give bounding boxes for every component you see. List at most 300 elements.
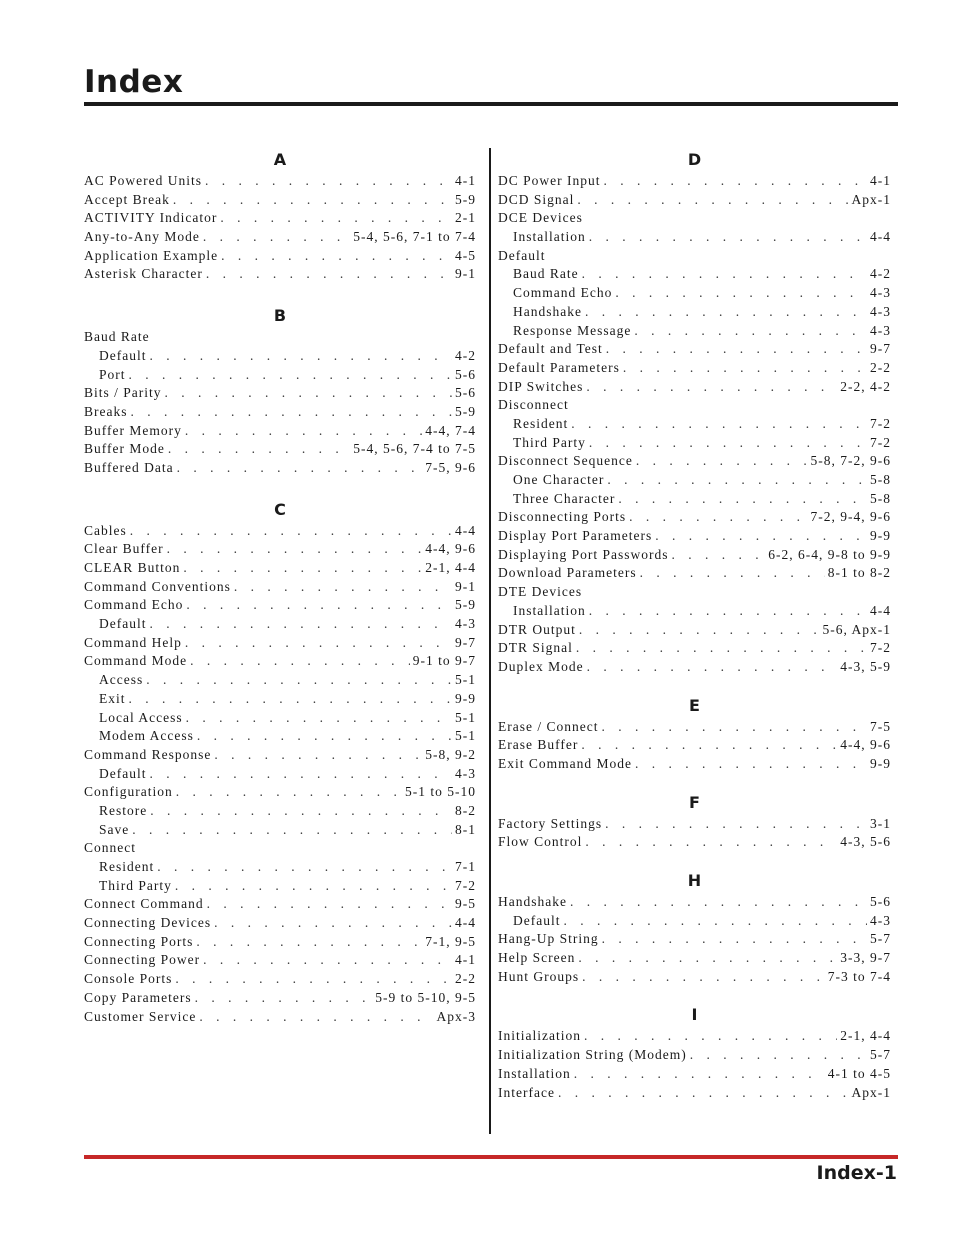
entry-term: Help Screen [498, 950, 576, 966]
dot-leader [149, 765, 452, 784]
index-column-right [498, 148, 891, 1119]
entry-pages: 5-9 to 5-10, 9-5 [375, 989, 476, 1005]
entry-pages: 7-2 [870, 640, 891, 656]
entry-term: Factory Settings [498, 815, 603, 831]
entry-pages: 5-1 to 5-10 [405, 784, 476, 800]
index-entry [498, 755, 891, 774]
entry-pages: 4-3 [455, 616, 476, 632]
entry-term: Hunt Groups [498, 968, 580, 984]
dot-leader [584, 1027, 837, 1046]
index-subentry [498, 228, 891, 247]
entry-term: Handshake [513, 303, 582, 319]
entry-term: Interface [498, 1084, 555, 1100]
index-subentry [498, 602, 891, 621]
entry-pages: 5-8 [870, 472, 891, 487]
dot-leader [132, 821, 452, 840]
entry-term: Display Port Parameters [498, 528, 653, 544]
section-letter: C [274, 499, 286, 519]
entry-pages: 7-2 [455, 877, 476, 893]
entry-term: Erase Buffer [498, 737, 579, 753]
entry-term: Response Message [513, 322, 632, 338]
dot-leader [203, 951, 452, 970]
index-subentry [498, 284, 891, 303]
dot-leader [165, 384, 452, 403]
entry-term: Default [99, 347, 147, 363]
entry-term: Copy Parameters [84, 989, 192, 1005]
entry-term: CLEAR Button [84, 560, 181, 575]
dot-leader [234, 578, 452, 597]
dot-leader [186, 709, 452, 728]
entry-pages: Apx-3 [436, 1008, 476, 1024]
dot-leader [690, 1046, 867, 1065]
entry-pages: 4-4, 7-4 [425, 422, 476, 438]
entry-term: DIP Switches [498, 378, 584, 394]
section-letter: H [687, 871, 702, 890]
entry-term: Third Party [513, 434, 586, 450]
dot-leader [176, 783, 402, 802]
index-subentry [84, 858, 476, 877]
index-entry [84, 191, 476, 210]
entry-term: Accept Break [84, 191, 170, 207]
entry-term: DCE Devices [498, 210, 583, 226]
index-section-h [498, 869, 891, 986]
dot-leader [581, 736, 837, 755]
entry-pages: 6-2, 6-4, 9-8 to 9-9 [768, 546, 891, 562]
entry-pages: 4-4 [870, 602, 891, 618]
entry-pages: 2-2 [870, 359, 891, 375]
entry-term: Buffer Mode [84, 441, 165, 457]
section-letter: D [687, 150, 702, 169]
entry-term: Initialization [498, 1028, 581, 1044]
entry-pages: 5-7 [870, 1047, 891, 1063]
index-entry [84, 403, 476, 422]
index-entry [498, 191, 891, 210]
index-entry [498, 209, 891, 228]
entry-pages: 3-1 [870, 815, 891, 831]
section-letter: A [273, 150, 287, 169]
page-title: Index [84, 64, 184, 100]
dot-leader [220, 209, 452, 228]
entry-term: Default [99, 616, 147, 632]
entry-term: Command Echo [513, 285, 613, 301]
entry-pages: 4-2 [870, 266, 891, 282]
entry-pages: 5-1 [455, 709, 476, 725]
index-entry [84, 839, 476, 858]
entry-pages: 9-9 [455, 690, 476, 706]
dot-leader [150, 802, 452, 821]
index-entry [84, 384, 476, 403]
entry-pages: 5-9 [455, 597, 476, 613]
entry-pages: 5-4, 5-6, 7-4 to 7-5 [353, 441, 476, 457]
entry-pages: 7-2, 9-4, 9-6 [810, 509, 891, 525]
index-entry [498, 1065, 891, 1084]
dot-leader [587, 658, 838, 677]
entry-pages: 5-4, 5-6, 7-1 to 7-4 [353, 229, 476, 245]
entry-pages: 2-1 [455, 210, 476, 226]
dot-leader [149, 615, 452, 634]
entry-pages: 5-8, 7-2, 9-6 [810, 453, 891, 469]
dot-leader [558, 1084, 849, 1103]
dot-leader [655, 527, 867, 546]
index-subentry [84, 727, 476, 746]
dot-leader [183, 559, 422, 578]
index-subentry [498, 471, 891, 490]
index-entry [84, 914, 476, 933]
index-entry [498, 546, 891, 565]
entry-term: Connect [84, 840, 136, 856]
index-entry [84, 895, 476, 914]
dot-leader [207, 895, 452, 914]
dot-leader [602, 930, 867, 949]
entry-term: AC Powered Units [84, 173, 202, 188]
entry-term: Any-to-Any Mode [84, 229, 200, 245]
dot-leader [167, 540, 423, 559]
index-subentry [498, 303, 891, 322]
dot-leader [570, 893, 867, 912]
entry-pages: 7-5, 9-6 [425, 459, 476, 475]
entry-pages: Apx-1 [851, 191, 891, 207]
entry-pages: 5-6 [455, 366, 476, 382]
index-subentry [84, 671, 476, 690]
entry-pages: 9-9 [870, 528, 891, 544]
entry-pages: 5-9 [455, 191, 476, 207]
dot-leader [601, 718, 867, 737]
dot-leader [190, 652, 410, 671]
entry-pages: 5-6, Apx-1 [822, 621, 891, 637]
dot-leader [618, 490, 867, 509]
index-entry [84, 540, 476, 559]
entry-term: Connecting Power [84, 952, 201, 968]
entry-term: Local Access [99, 709, 183, 725]
dot-leader [197, 727, 452, 746]
entry-pages: 8-1 to 8-2 [827, 565, 891, 581]
dot-leader [199, 1008, 433, 1027]
dot-leader [607, 471, 867, 490]
entry-term: Buffer Memory [84, 422, 182, 438]
dot-leader [606, 340, 867, 359]
index-entry [84, 989, 476, 1008]
dot-leader [571, 415, 867, 434]
index-entry [84, 172, 476, 191]
entry-term: Command Echo [84, 597, 184, 613]
dot-leader [582, 968, 825, 987]
index-entry [498, 508, 891, 527]
entry-pages: 5-1 [455, 728, 476, 744]
entry-term: Command Response [84, 746, 212, 762]
entry-pages: 7-1, 9-5 [425, 933, 476, 949]
column-divider [489, 148, 491, 1134]
dot-leader [578, 949, 837, 968]
index-subentry [84, 366, 476, 385]
index-entry [84, 209, 476, 228]
entry-pages: 2-1, 4-4 [425, 560, 476, 575]
dot-leader [221, 247, 452, 266]
entry-pages: 4-4, 9-6 [425, 541, 476, 557]
entry-pages: 7-3 to 7-4 [827, 968, 891, 984]
footer-rule [84, 1155, 898, 1159]
entry-pages: 4-4, 9-6 [840, 737, 891, 753]
index-entry [498, 583, 891, 602]
index-entry [498, 968, 891, 987]
index-subentry [498, 434, 891, 453]
entry-term: Exit [99, 690, 126, 706]
entry-term: Displaying Port Passwords [498, 546, 669, 562]
dot-leader [634, 322, 867, 341]
index-entry [498, 172, 891, 191]
entry-term: Baud Rate [513, 266, 579, 282]
entry-term: Clear Buffer [84, 541, 164, 557]
index-entry [84, 951, 476, 970]
entry-pages: 5-8 [870, 490, 891, 506]
entry-pages: 4-4 [870, 229, 891, 245]
entry-pages: 9-1 to 9-7 [412, 653, 476, 669]
index-entry [84, 596, 476, 615]
index-entry [498, 621, 891, 640]
dot-leader [205, 172, 452, 191]
entry-term: DCD Signal [498, 191, 575, 207]
entry-term: Handshake [498, 894, 567, 909]
entry-term: Command Conventions [84, 578, 231, 594]
entry-pages: 4-4 [455, 522, 476, 538]
entry-term: Command Help [84, 634, 182, 650]
index-entry [498, 359, 891, 378]
entry-term: Command Mode [84, 653, 188, 669]
entry-term: Breaks [84, 403, 128, 419]
dot-leader [206, 265, 452, 284]
entry-pages: 4-4 [455, 915, 476, 931]
index-column-left [84, 148, 476, 1046]
section-letter: F [689, 792, 700, 812]
dot-leader [629, 508, 807, 527]
index-entry [84, 970, 476, 989]
entry-pages: 4-1 [870, 173, 891, 188]
entry-pages: 7-2 [870, 415, 891, 431]
page-number: Index-1 [816, 1162, 897, 1184]
index-entry [498, 658, 891, 677]
index-entry [84, 422, 476, 441]
entry-term: Installation [498, 1065, 571, 1081]
entry-term: Modem Access [99, 728, 194, 744]
dot-leader [579, 621, 820, 640]
entry-term: Port [99, 366, 126, 382]
index-entry [84, 933, 476, 952]
index-subentry [498, 490, 891, 509]
dot-leader [574, 1065, 825, 1084]
entry-term: Bits / Parity [84, 385, 162, 401]
entry-pages: 4-3 [870, 285, 891, 301]
dot-leader [203, 228, 350, 247]
dot-leader [589, 434, 867, 453]
index-section-f [498, 791, 891, 852]
index-subentry [84, 615, 476, 634]
index-entry [498, 1084, 891, 1103]
entry-pages: Apx-1 [851, 1084, 891, 1100]
dot-leader [157, 858, 452, 877]
index-section-i [498, 1003, 891, 1102]
index-entry [498, 893, 891, 912]
entry-term: Third Party [99, 877, 172, 893]
index-subentry [498, 415, 891, 434]
entry-pages: 8-1 [455, 821, 476, 837]
entry-term: Connect Command [84, 896, 204, 912]
entry-term: Three Character [513, 490, 616, 506]
entry-term: Buffered Data [84, 459, 174, 475]
entry-term: Cables [84, 522, 127, 538]
entry-pages: 5-8, 9-2 [425, 746, 476, 762]
dot-leader [175, 877, 452, 896]
entry-term: DC Power Input [498, 173, 601, 188]
entry-term: Access [99, 672, 144, 688]
entry-pages: 7-1 [455, 859, 476, 874]
dot-leader [186, 596, 452, 615]
index-section-d [498, 148, 891, 677]
index-entry [498, 340, 891, 359]
dot-leader [214, 914, 452, 933]
entry-term: Connecting Ports [84, 933, 194, 949]
dot-leader [623, 359, 867, 378]
index-entry [498, 378, 891, 397]
entry-pages: 8-2 [455, 802, 476, 818]
index-section-e [498, 694, 891, 774]
index-entry [84, 265, 476, 284]
index-entry [84, 783, 476, 802]
index-subentry [84, 821, 476, 840]
dot-leader [672, 546, 766, 565]
index-entry [84, 459, 476, 478]
dot-leader [195, 989, 373, 1008]
entry-pages: 4-2 [455, 347, 476, 363]
entry-pages: 4-3, 5-9 [840, 658, 891, 674]
entry-term: Installation [513, 602, 586, 618]
entry-pages: 9-9 [870, 755, 891, 771]
entry-term: Initialization String (Modem) [498, 1047, 687, 1063]
index-entry [498, 527, 891, 546]
entry-term: Default [99, 765, 147, 781]
dot-leader [196, 933, 422, 952]
index-subentry [498, 912, 891, 931]
dot-leader [168, 440, 350, 459]
index-subentry [84, 347, 476, 366]
index-entry [498, 564, 891, 583]
entry-pages: 4-1 to 4-5 [827, 1065, 891, 1081]
index-entry [84, 328, 476, 347]
entry-term: Duplex Mode [498, 658, 584, 674]
entry-term: ACTIVITY Indicator [84, 210, 218, 226]
entry-pages: 2-2, 4-2 [840, 378, 891, 394]
entry-term: One Character [513, 472, 605, 487]
entry-pages: 4-3, 5-6 [840, 834, 891, 850]
entry-pages: 9-7 [455, 634, 476, 650]
entry-term: Console Ports [84, 971, 173, 987]
dot-leader [586, 378, 837, 397]
section-letter: I [691, 1005, 698, 1025]
index-entry [498, 1027, 891, 1046]
entry-term: Erase / Connect [498, 718, 599, 734]
dot-leader [130, 522, 452, 541]
dot-leader [173, 191, 452, 210]
index-entry [84, 247, 476, 266]
entry-term: Save [99, 821, 130, 837]
entry-pages: 5-7 [870, 931, 891, 947]
entry-pages: 4-3 [870, 322, 891, 338]
index-entry [84, 228, 476, 247]
index-entry [498, 247, 891, 266]
dot-leader [605, 815, 867, 834]
entry-term: DTR Signal [498, 640, 573, 656]
entry-term: Installation [513, 229, 586, 245]
index-entry [84, 578, 476, 597]
index-section-c [84, 498, 476, 1027]
index-subentry [84, 802, 476, 821]
entry-term: DTR Output [498, 621, 576, 637]
dot-leader [640, 564, 825, 583]
entry-pages: 5-6 [870, 894, 891, 909]
entry-pages: 4-3 [870, 912, 891, 928]
entry-pages: 9-1 [455, 578, 476, 594]
dot-leader [635, 755, 867, 774]
entry-term: Disconnecting Ports [498, 509, 627, 525]
entry-term: Resident [99, 859, 155, 874]
dot-leader [563, 912, 867, 931]
entry-term: Baud Rate [84, 329, 150, 345]
index-entry [498, 949, 891, 968]
entry-pages: 5-6 [455, 385, 476, 401]
entry-pages: 7-2 [870, 434, 891, 450]
entry-pages: 9-1 [455, 266, 476, 282]
dot-leader [589, 602, 867, 621]
index-entry [498, 396, 891, 415]
dot-leader [615, 284, 867, 303]
dot-leader [129, 690, 453, 709]
dot-leader [576, 639, 867, 658]
entry-term: Asterisk Character [84, 266, 203, 282]
entry-pages: 4-1 [455, 952, 476, 968]
dot-leader [214, 746, 422, 765]
entry-term: Download Parameters [498, 565, 637, 581]
section-letter: E [689, 695, 700, 715]
entry-term: Flow Control [498, 834, 583, 850]
entry-term: Disconnect Sequence [498, 453, 633, 469]
index-entry [498, 736, 891, 755]
entry-term: Customer Service [84, 1008, 197, 1024]
entry-pages: 4-3 [870, 303, 891, 319]
dot-leader [177, 459, 423, 478]
entry-pages: 4-1 [455, 173, 476, 188]
index-section-b [84, 304, 476, 478]
dot-leader [131, 403, 453, 422]
entry-pages: 5-1 [455, 672, 476, 688]
index-section-a [84, 148, 476, 284]
dot-leader [129, 366, 452, 385]
entry-pages: 2-1, 4-4 [840, 1028, 891, 1044]
dot-leader [589, 228, 867, 247]
title-rule [84, 102, 898, 106]
index-entry [84, 440, 476, 459]
entry-term: Hang-Up String [498, 931, 599, 947]
entry-term: Default [498, 247, 546, 263]
index-entry [498, 930, 891, 949]
index-subentry [84, 765, 476, 784]
section-letter: B [273, 306, 287, 326]
entry-pages: 7-5 [870, 718, 891, 734]
entry-term: Disconnect [498, 397, 569, 413]
dot-leader [604, 172, 868, 191]
entry-term: Default Parameters [498, 359, 620, 375]
entry-pages: 4-3 [455, 765, 476, 781]
dot-leader [585, 303, 867, 322]
index-entry [498, 639, 891, 658]
index-entry [498, 1046, 891, 1065]
